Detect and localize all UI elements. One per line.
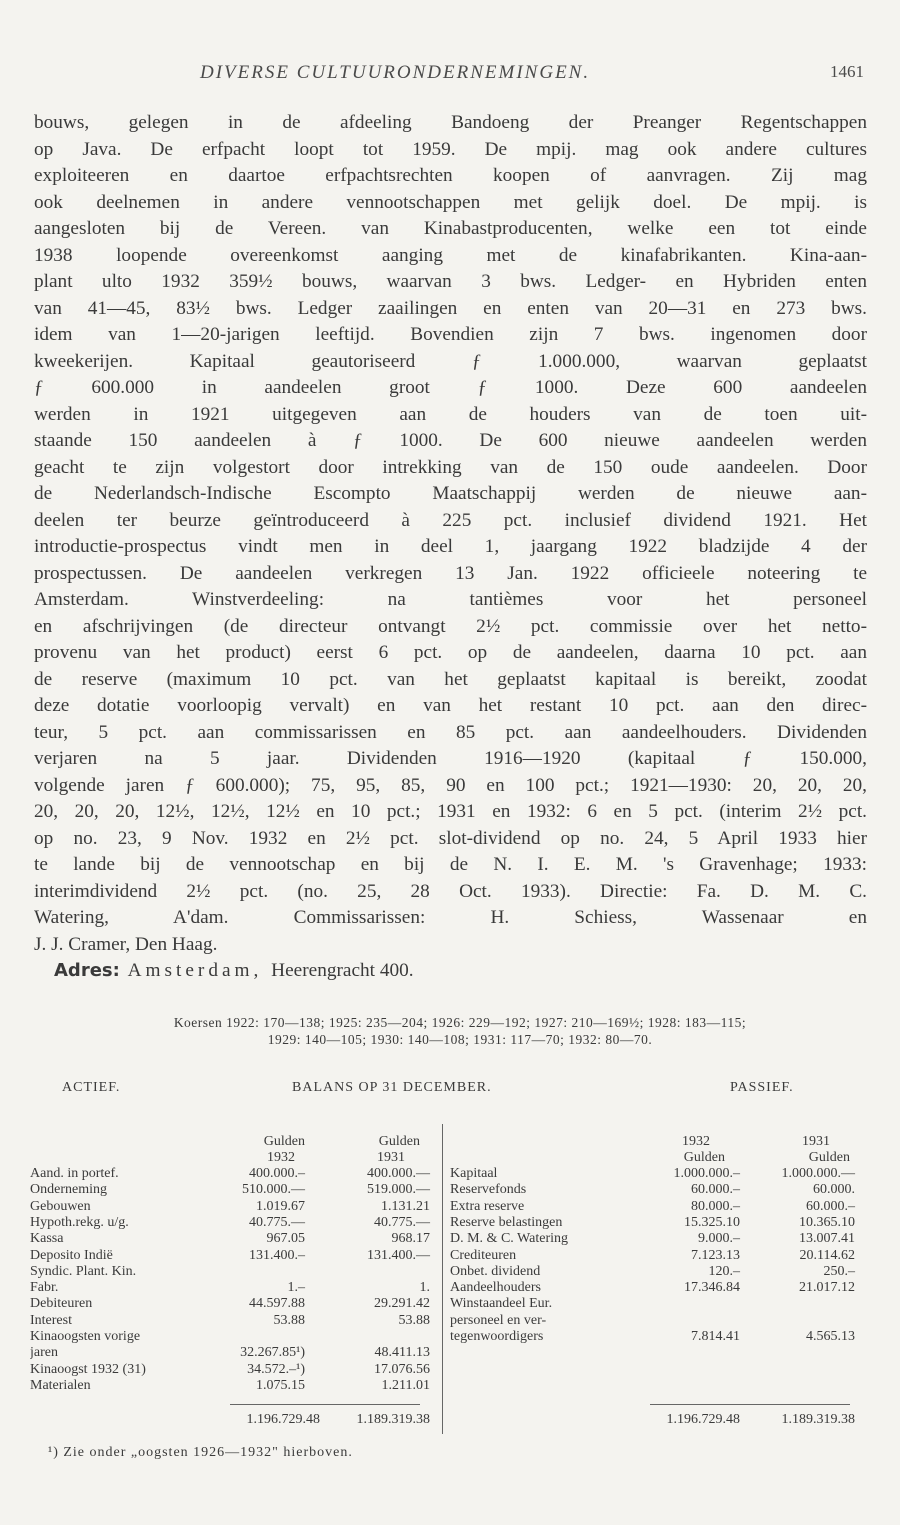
passief-item-label: tegenwoordigers (450, 1329, 544, 1344)
body-line: introductie-prospectus vindt men in deel 1, jaargang 1922 bladzijde 4 der (34, 536, 867, 557)
body-line: geacht te zijn volgestort door intrekking van de 150 oude aandeelen. Door (34, 456, 867, 478)
actief-item-1932: 967.05 (266, 1231, 305, 1247)
actief-item-label: Interest (30, 1312, 72, 1328)
passief-item-label: Crediteuren (450, 1247, 517, 1263)
actief-label: ACTIEF. (62, 1080, 121, 1095)
actief-item-1931: 48.411.13 (374, 1345, 430, 1361)
actief-col2-head-1: Gulden (378, 1134, 420, 1149)
passief-item-1932 (630, 1296, 740, 1312)
koersen-line-1: Koersen 1922: 170—138; 1925: 235—204; 1926: 229—192; 1927: 210—169½; 1928: 183—115; (173, 1015, 747, 1030)
actief-item-1932: 131.400.– (249, 1247, 305, 1263)
running-title: DIVERSE CULTUURONDERNEMINGEN. (200, 62, 591, 83)
passief-item-1932: 15.325.10 (684, 1214, 740, 1230)
koersen-block (50, 1014, 870, 1048)
body-line: deze dotatie voorloopig vervalt) en van het restant 10 pct. aan den direc- (34, 695, 867, 716)
passief-total-rule (650, 1404, 850, 1405)
actief-item-1931: 968.17 (391, 1231, 430, 1247)
body-line: volgende jaren ƒ 600.000); 75, 95, 85, 90 en 100 pct.; 1921—1930: 20, 20, 20, (34, 774, 867, 796)
body-line: ook deelnemen in andere vennootschappen met gelijk doel. De mpij. is (34, 191, 867, 213)
passief-item-label: Onbet. dividend (450, 1263, 541, 1279)
balance-sheet (30, 1080, 870, 1432)
passief-item-1932: 60.000.– (691, 1182, 740, 1198)
actief-col1-head-2: 1932 (267, 1150, 295, 1165)
passief-item-1931: 13.007.41 (799, 1231, 855, 1247)
actief-item-1932: 400.000.– (249, 1166, 305, 1181)
passief-item-1931: 60.000.– (806, 1198, 855, 1214)
body-line: te lande bij de vennootschap en bij de N. I. E. M. 's Gravenhage; 1933: (34, 854, 867, 875)
passief-item-1932: 7.123.13 (691, 1247, 740, 1263)
balance-header (30, 1080, 870, 1102)
actief-item-1932: 510.000.— (242, 1182, 305, 1198)
actief-item-label: Debiteuren (30, 1296, 93, 1312)
body-line: J. J. Cramer, Den Haag. (34, 933, 218, 955)
actief-item-label: Deposito Indië (30, 1247, 113, 1263)
actief-total-1932: 1.196.729.48 (246, 1412, 320, 1427)
passief-item-1932: 80.000.– (691, 1198, 740, 1214)
body-line: Amsterdam. Winstverdeeling: na tantièmes voor het personeel (34, 589, 867, 610)
actief-item-1931: 1.131.21 (381, 1198, 430, 1214)
passief-item-label: Winstaandeel Eur. (450, 1296, 553, 1312)
body-line: teur, 5 pct. aan commissarissen en 85 pct. aan aandeelhouders. Dividenden (34, 721, 867, 743)
passief-item-1932: 17.346.84 (684, 1280, 740, 1296)
actief-item-1932: 34.572.–¹) (247, 1361, 305, 1377)
actief-item-1932: 40.775.— (249, 1214, 305, 1230)
passief-label: PASSIEF. (730, 1080, 794, 1095)
body-line: aangesloten bij de Vereen. van Kinabastproducenten, welke een tot einde (34, 218, 867, 239)
actief-item-1931: 1. (419, 1280, 430, 1296)
actief-item-1931: 1.211.01 (381, 1377, 430, 1393)
actief-item-label: Fabr. (30, 1280, 59, 1296)
body-line: 1938 loopende overeenkomst aanging met de kinafabrikanten. Kina-aan- (34, 244, 867, 266)
actief-item-label: jaren (30, 1345, 58, 1361)
actief-item-1931: 53.88 (398, 1312, 430, 1328)
actief-item-1931 (320, 1264, 430, 1280)
passief-item-label: Reservefonds (450, 1182, 527, 1198)
actief-item-label: Hypoth.rekg. u/g. (30, 1214, 129, 1230)
body-line: deelen ter beurze geïntroduceerd à 225 pct. inclusief dividend 1921. Het (34, 509, 867, 531)
body-line: exploiteeren en daartoe erfpachtsrechten koopen of aanvragen. Zij mag (34, 165, 867, 186)
body-line: van 41—45, 83½ bws. Ledger zaailingen en enten van 20—31 en 273 bws. (34, 297, 867, 319)
passief-item-1931: 1.000.000.— (781, 1166, 855, 1181)
passief-item-1931: 21.017.12 (799, 1280, 855, 1296)
body-line: op Java. De erfpacht loopt tot 1959. De mpij. mag ook andere cultures (34, 138, 867, 160)
passief-col2-head-2: Gulden (808, 1150, 850, 1165)
actief-item-label: Gebouwen (30, 1198, 91, 1214)
address-city: Amsterdam, (119, 960, 272, 981)
actief-item-1931: 29.291.42 (374, 1296, 430, 1312)
passief-item-label: Kapitaal (450, 1166, 498, 1181)
page-number: 1461 (830, 62, 864, 81)
body-line: ƒ 600.000 in aandeelen groot ƒ 1000. Deze 600 aandeelen (34, 377, 867, 398)
address-label: Adres: (54, 960, 120, 981)
passief-item-1932: 7.814.41 (691, 1329, 740, 1344)
body-line: prospectussen. De aandeelen verkregen 13 Jan. 1922 officieele noteering te (34, 562, 867, 584)
passief-item-1931: 60.000. (813, 1182, 855, 1198)
body-line: kweekerijen. Kapitaal geautoriseerd ƒ 1.000.000, waarvan geplaatst (34, 350, 867, 372)
body-line: bouws, gelegen in de afdeeling Bandoeng der Preanger Regentschappen (34, 112, 867, 133)
passief-item-label: Aandeelhouders (450, 1280, 541, 1296)
passief-col1-head-2: Gulden (683, 1150, 725, 1165)
balance-title: BALANS OP 31 DECEMBER. (292, 1080, 492, 1095)
body-line: de Nederlandsch-Indische Escompto Maatschappij werden de nieuwe aan- (34, 483, 867, 504)
passief-total-1931: 1.189.319.38 (781, 1412, 855, 1427)
actief-item-1931: 131.400.— (367, 1247, 430, 1263)
actief-item-1932 (210, 1264, 305, 1280)
body-line: provenu van het product) eerst 6 pct. op de aandeelen, daarna 10 pct. aan (34, 642, 867, 663)
actief-item-label: Materialen (30, 1377, 91, 1393)
actief-item-label: Onderneming (30, 1182, 107, 1198)
passief-col2-head-1: 1931 (802, 1134, 830, 1149)
balance-columns (30, 1102, 870, 1432)
actief-item-1931: 519.000.— (367, 1182, 430, 1198)
actief-item-label: Kassa (30, 1231, 64, 1247)
body-line: werden in 1921 uitgegeven aan de houders van de toen uit- (34, 403, 867, 425)
passief-item-1931: 10.365.10 (799, 1214, 855, 1230)
actief-item-1932 (210, 1329, 305, 1345)
passief-item-1931: 4.565.13 (806, 1329, 855, 1344)
address-street: Heerengracht 400. (271, 960, 414, 981)
actief-item-label: Kinaoogsten vorige (30, 1329, 141, 1344)
footnote: ¹) Zie onder „oogsten 1926—1932" hierboven. (48, 1445, 353, 1460)
body-line: idem van 1—20-jarigen leeftijd. Bovendien zijn 7 bws. ingenomen door (34, 324, 867, 345)
passief-total-1932: 1.196.729.48 (666, 1412, 740, 1427)
passief-item-1932: 9.000.– (698, 1231, 740, 1247)
actief-item-1931: 40.775.— (374, 1214, 430, 1230)
passief-item-label: Reserve belastingen (450, 1214, 563, 1230)
body-line: staande 150 aandeelen à ƒ 1000. De 600 nieuwe aandeelen werden (34, 430, 867, 451)
passief-item-label: D. M. & C. Watering (450, 1231, 568, 1247)
actief-item-1931: 17.076.56 (374, 1361, 430, 1377)
running-header (0, 62, 900, 92)
actief-total-rule (230, 1404, 420, 1405)
body-text (34, 110, 867, 985)
actief-item-label: Kinaoogst 1932 (31) (30, 1361, 146, 1377)
actief-item-1932: 1.– (287, 1280, 305, 1296)
body-line: 20, 20, 20, 12½, 12½, 12½ en 10 pct.; 1931 en 1932: 6 en 5 pct. (interim 2½ pct. (34, 801, 867, 822)
body-line: de reserve (maximum 10 pct. van het geplaatst kapitaal is bereikt, zoodat (34, 668, 867, 690)
actief-col2-head-2: 1931 (377, 1150, 405, 1165)
actief-item-label: Syndic. Plant. Kin. (30, 1263, 137, 1279)
actief-total-1931: 1.189.319.38 (356, 1412, 430, 1427)
passief-item-label: personeel en ver- (450, 1312, 547, 1328)
passief-item-label: Extra reserve (450, 1198, 525, 1214)
body-line: op no. 23, 9 Nov. 1932 en 2½ pct. slot-dividend op no. 24, 5 April 1933 hier (34, 827, 867, 849)
passief-item-1931 (745, 1296, 855, 1312)
passief-item-1932: 1.000.000.– (673, 1166, 740, 1181)
koersen-line-2: 1929: 140—105; 1930: 140—108; 1931: 117—70; 1932: 80—70. (267, 1032, 653, 1047)
passief-item-1932 (630, 1313, 740, 1329)
passief-item-1932: 120.– (708, 1263, 740, 1279)
body-line: en afschrijvingen (de directeur ontvangt 2½ pct. commissie over het netto- (34, 615, 867, 637)
passief-col1-head-1: 1932 (682, 1134, 710, 1149)
actief-item-1931 (320, 1329, 430, 1345)
body-line: verjaren na 5 jaar. Dividenden 1916—1920 (kapitaal ƒ 150.000, (34, 748, 867, 769)
body-line: plant ulto 1932 359½ bouws, waarvan 3 bws. Ledger- en Hybriden enten (34, 271, 867, 292)
actief-col1-head-1: Gulden (263, 1134, 305, 1149)
actief-item-1932: 32.267.85¹) (240, 1345, 305, 1361)
actief-item-label: Aand. in portef. (30, 1166, 119, 1181)
passief-item-1931: 250.– (823, 1263, 855, 1279)
actief-item-1931: 400.000.— (367, 1166, 430, 1181)
column-separator (442, 1124, 443, 1434)
body-line: interimdividend 2½ pct. (no. 25, 28 Oct. 1933). Directie: Fa. D. M. C. (34, 880, 867, 902)
actief-item-1932: 1.019.67 (256, 1198, 305, 1214)
body-line: Watering, A'dam. Commissarissen: H. Schiess, Wassenaar en (34, 907, 867, 928)
actief-item-1932: 1.075.15 (256, 1377, 305, 1393)
actief-item-1932: 44.597.88 (249, 1296, 305, 1312)
address-line (34, 958, 867, 985)
passief-item-1931 (745, 1313, 855, 1329)
passief-item-1931: 20.114.62 (799, 1247, 855, 1263)
actief-item-1932: 53.88 (273, 1312, 305, 1328)
